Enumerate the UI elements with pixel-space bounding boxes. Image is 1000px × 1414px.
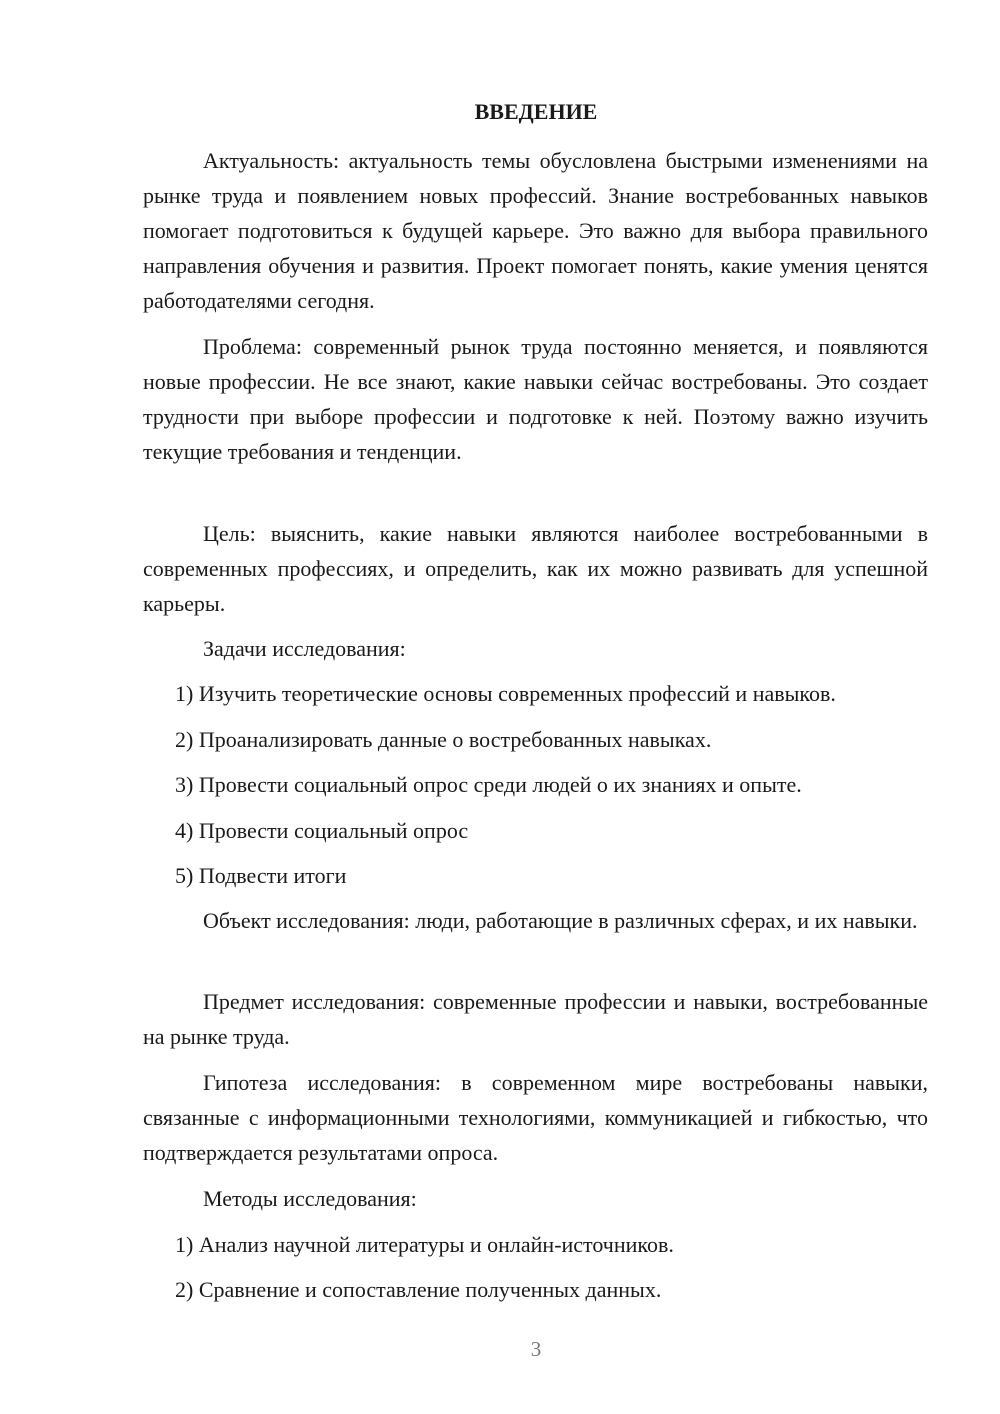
problem-paragraph: Проблема: современный рынок труда постоянно меняется, и появляются новые профессии. Не все знают, какие навыки сейчас востребованы. Это создает трудности при выборе профессии и подготовке к ней. Поэтому важно изучить текущие требования и тенденции. [143, 334, 928, 464]
relevance-paragraph: Актуальность: актуальность темы обусловлена быстрыми изменениями на рынке труда и появлением новых профессий. Знание востребованных навыков помогает подготовиться к будущей карьере. Это важно для выбора правильного направления обучения и развития. Проект помогает понять, какие умения ценятся работодателями сегодня. [143, 148, 928, 313]
task-item: 4) Провести социальный опрос [175, 818, 469, 843]
goal-paragraph: Цель: выяснить, какие навыки являются наиболее востребованными в современных профессиях, и определить, как их можно развивать для успешной карьеры. [143, 521, 928, 616]
method-item: 1) Анализ научной литературы и онлайн-источников. [175, 1232, 674, 1257]
method-item: 2) Сравнение и сопоставление полученных данных. [175, 1277, 662, 1302]
tasks-title: Задачи исследования: [203, 636, 406, 661]
task-item: 1) Изучить теоретические основы современных профессий и навыков. [175, 681, 836, 706]
section-heading: ВВЕДЕНИЕ [474, 99, 598, 124]
task-item: 2) Проанализировать данные о востребованных навыках. [175, 727, 712, 752]
object-paragraph: Объект исследования: люди, работающие в различных сферах, и их навыки. [203, 908, 918, 933]
task-item: 3) Провести социальный опрос среди людей о их знаниях и опыте. [175, 772, 802, 797]
task-item: 5) Подвести итоги [175, 863, 347, 888]
subject-paragraph: Предмет исследования: современные профессии и навыки, востребованные на рынке труда. [143, 989, 928, 1049]
methods-title: Методы исследования: [203, 1186, 417, 1211]
hypothesis-paragraph: Гипотеза исследования: в современном мире востребованы навыки, связанные с информационными технологиями, коммуникацией и гибкостью, что подтверждается результатами опроса. [143, 1070, 928, 1165]
page-number: 3 [530, 1337, 542, 1361]
